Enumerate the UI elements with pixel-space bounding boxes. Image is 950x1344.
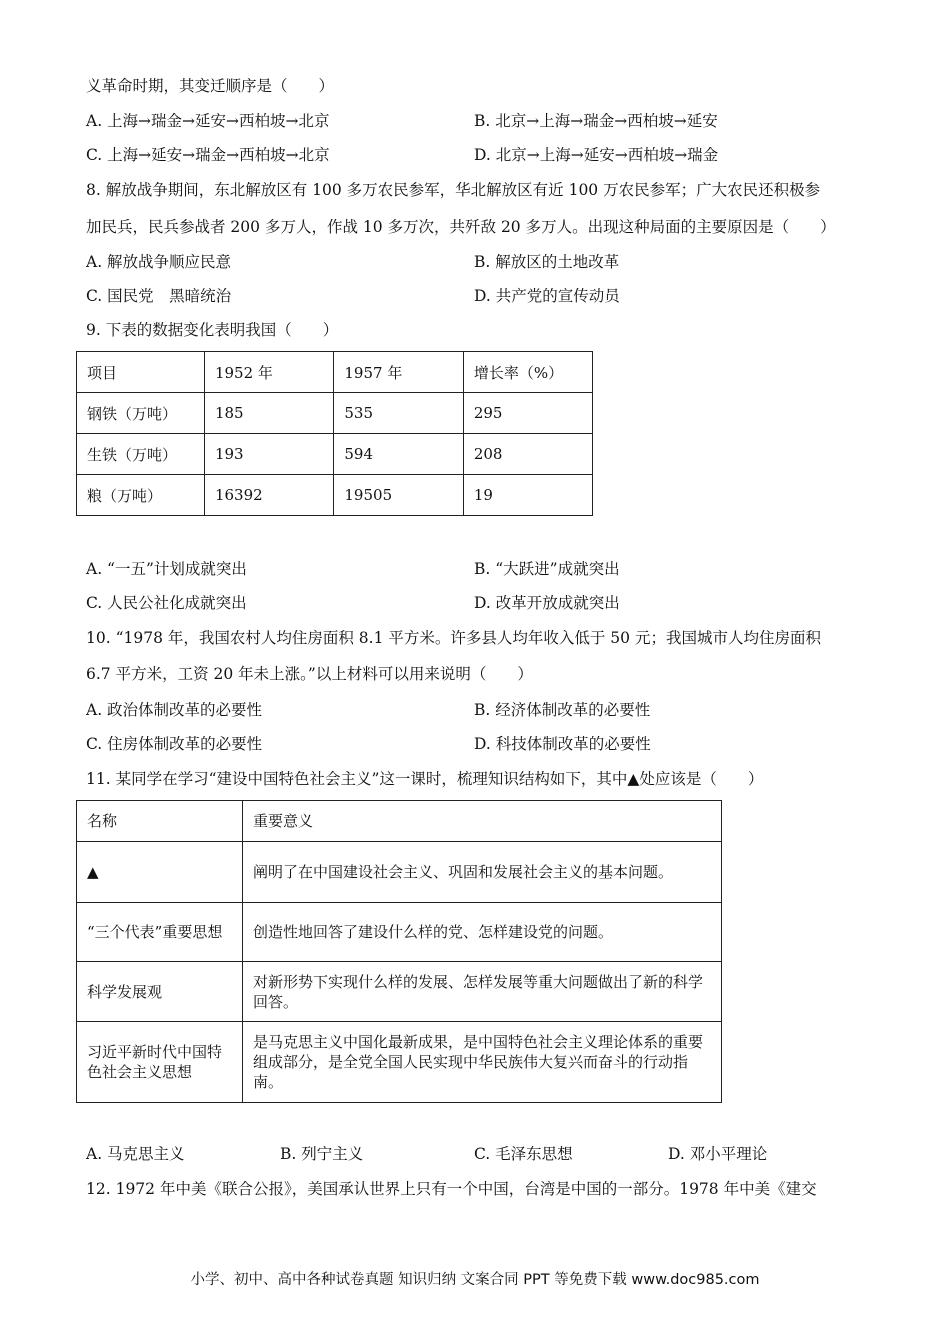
table-header-cell: 名称 bbox=[77, 801, 243, 842]
q9-option-b: B. “大跃进”成就突出 bbox=[474, 560, 620, 578]
table-cell: 295 bbox=[463, 393, 592, 434]
table-cell: 16392 bbox=[204, 475, 333, 516]
table-cell: 创造性地回答了建设什么样的党、怎样建设党的问题。 bbox=[243, 903, 722, 962]
table-cell: 粮（万吨） bbox=[77, 475, 205, 516]
table-row bbox=[77, 962, 722, 1022]
q8-stem-line1: 8. 解放战争期间，东北解放区有 100 多万农民参军，华北解放区有近 100 万农民参军；广大农民还积极参 bbox=[86, 181, 821, 199]
table-cell: 是马克思主义中国化最新成果，是中国特色社会主义理论体系的重要组成部分，是全党全国人民实现中华民族伟大复兴而奋斗的行动指南。 bbox=[243, 1022, 722, 1103]
table-cell: 185 bbox=[204, 393, 333, 434]
q8-option-a: A. 解放战争顺应民意 bbox=[86, 253, 232, 271]
table-cell: 科学发展观 bbox=[77, 962, 243, 1022]
table-row bbox=[77, 903, 722, 962]
table-cell: 习近平新时代中国特色社会主义思想 bbox=[77, 1022, 243, 1103]
q7-option-d: D. 北京→上海→延安→西柏坡→瑞金 bbox=[474, 146, 719, 164]
q12-stem-line1: 12. 1972 年中美《联合公报》，美国承认世界上只有一个中国，台湾是中国的一部分。1978 年中美《建交 bbox=[86, 1180, 817, 1198]
q10-option-d: D. 科技体制改革的必要性 bbox=[474, 735, 651, 753]
page-footer: 小学、初中、高中各种试卷真题 知识归纳 文案合同 PPT 等免费下载 www.doc985.com bbox=[190, 1272, 760, 1288]
table-cell: 208 bbox=[463, 434, 592, 475]
q10-option-a: A. 政治体制改革的必要性 bbox=[86, 701, 263, 719]
q8-option-d: D. 共产党的宣传动员 bbox=[474, 287, 620, 305]
table-cell: 阐明了在中国建设社会主义、巩固和发展社会主义的基本问题。 bbox=[243, 842, 722, 903]
q9-option-a: A. “一五”计划成就突出 bbox=[86, 560, 247, 578]
table-cell: 193 bbox=[204, 434, 333, 475]
table-header-row bbox=[77, 352, 593, 393]
table-cell: 钢铁（万吨） bbox=[77, 393, 205, 434]
q10-option-b: B. 经济体制改革的必要性 bbox=[474, 701, 651, 719]
table-cell: 594 bbox=[334, 434, 463, 475]
table-row bbox=[77, 393, 593, 434]
table-cell: 19 bbox=[463, 475, 592, 516]
table-row bbox=[77, 475, 593, 516]
table-row bbox=[77, 842, 722, 903]
q10-option-c: C. 住房体制改革的必要性 bbox=[86, 735, 263, 753]
q9-data-table bbox=[76, 351, 593, 516]
triangle-placeholder-cell: ▲ bbox=[77, 842, 243, 903]
q11-option-a: A. 马克思主义 bbox=[86, 1145, 185, 1163]
table-header-cell: 重要意义 bbox=[243, 801, 722, 842]
q11-option-c: C. 毛泽东思想 bbox=[474, 1145, 573, 1163]
q8-option-b: B. 解放区的土地改革 bbox=[474, 253, 620, 271]
table-cell: “三个代表”重要思想 bbox=[77, 903, 243, 962]
q11-option-b: B. 列宁主义 bbox=[280, 1145, 364, 1163]
q9-stem: 9. 下表的数据变化表明我国（ ） bbox=[86, 321, 339, 339]
table-row bbox=[77, 1022, 722, 1103]
q7-option-b: B. 北京→上海→瑞金→西柏坡→延安 bbox=[474, 112, 718, 130]
q11-knowledge-table bbox=[76, 800, 722, 1103]
table-row bbox=[77, 434, 593, 475]
q8-stem-line2: 加民兵，民兵参战者 200 多万人，作战 10 多万次，共歼敌 20 多万人。出现这种局面的主要原因是（ ） bbox=[86, 218, 836, 236]
q9-option-c: C. 人民公社化成就突出 bbox=[86, 594, 247, 612]
q11-option-d: D. 邓小平理论 bbox=[668, 1145, 768, 1163]
table-header-cell: 1952 年 bbox=[204, 352, 333, 393]
table-cell: 535 bbox=[334, 393, 463, 434]
table-header-cell: 增长率（%） bbox=[463, 352, 592, 393]
q9-option-d: D. 改革开放成就突出 bbox=[474, 594, 620, 612]
q10-stem-line2: 6.7 平方米，工资 20 年未上涨。”以上材料可以用来说明（ ） bbox=[86, 665, 533, 683]
table-header-cell: 项目 bbox=[77, 352, 205, 393]
q11-stem: 11. 某同学在学习“建设中国特色社会主义”这一课时，梳理知识结构如下，其中▲处应该是（ ） bbox=[86, 770, 764, 788]
q8-option-c: C. 国民党 黑暗统治 bbox=[86, 287, 232, 305]
q7-option-a: A. 上海→瑞金→延安→西柏坡→北京 bbox=[86, 112, 330, 130]
q10-stem-line1: 10. “1978 年，我国农村人均住房面积 8.1 平方米。许多县人均年收入低于 50 元；我国城市人均住房面积 bbox=[86, 629, 821, 647]
table-cell: 19505 bbox=[334, 475, 463, 516]
table-header-row bbox=[77, 801, 722, 842]
table-header-cell: 1957 年 bbox=[334, 352, 463, 393]
table-cell: 生铁（万吨） bbox=[77, 434, 205, 475]
q7-option-c: C. 上海→延安→瑞金→西柏坡→北京 bbox=[86, 146, 330, 164]
table-cell: 对新形势下实现什么样的发展、怎样发展等重大问题做出了新的科学回答。 bbox=[243, 962, 722, 1022]
q7-stem: 义革命时期，其变迁顺序是（ ） bbox=[86, 77, 335, 95]
